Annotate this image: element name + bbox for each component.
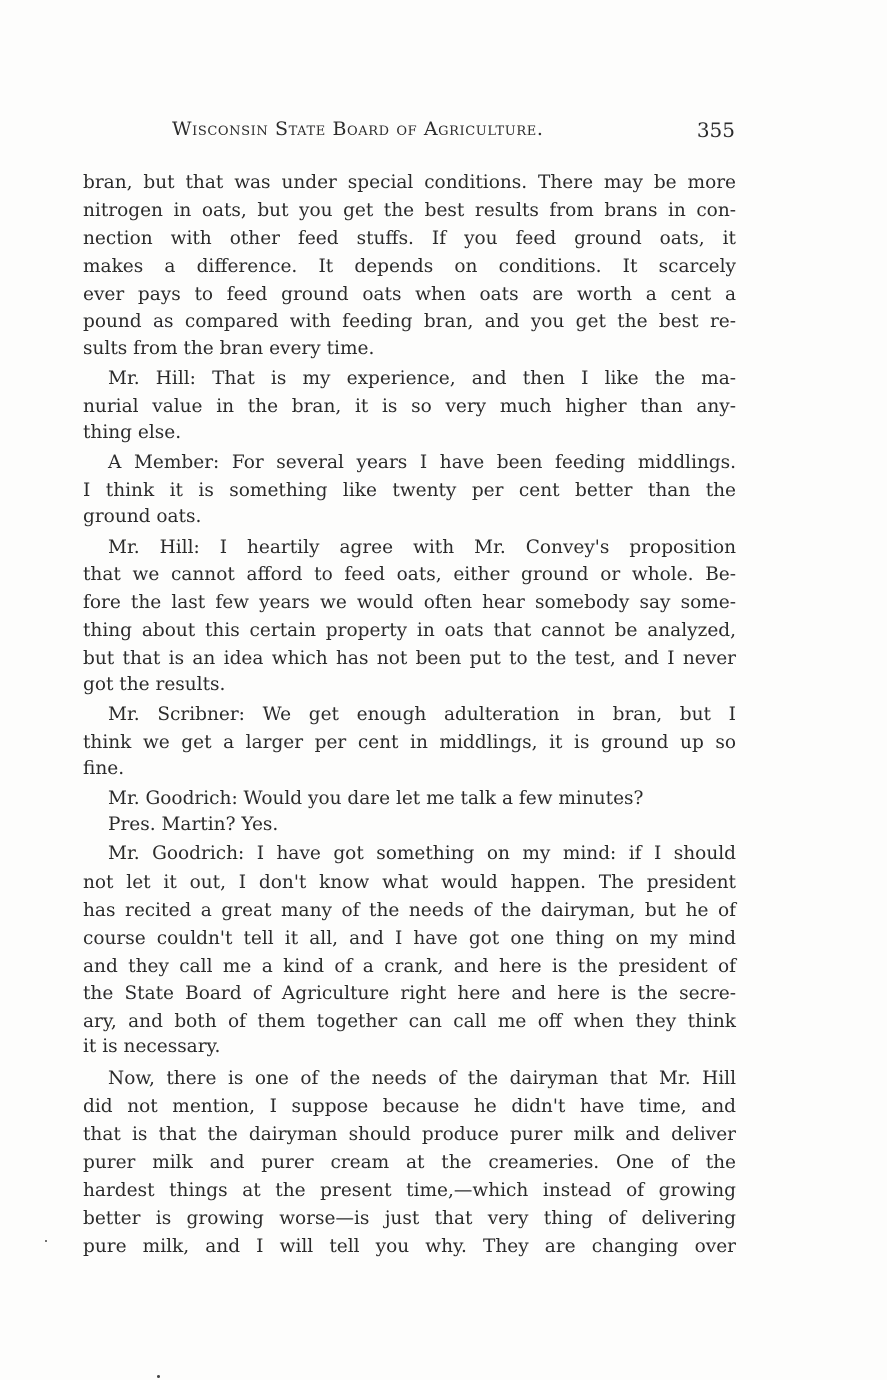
text-line: I think it is something like twenty per cent better than the: [83, 480, 736, 501]
running-title: Wisconsin State Board of Agriculture.: [172, 118, 544, 140]
text-line: Mr. Hill: I heartily agree with Mr. Convey's proposition: [108, 537, 736, 558]
text-line: that is that the dairyman should produce purer milk and deliver: [83, 1124, 736, 1145]
text-line: thing else.: [83, 422, 182, 443]
text-line: better is growing worse—is just that very thing of delivering: [83, 1208, 736, 1229]
text-line: the State Board of Agriculture right here and here is the secre-: [83, 983, 736, 1004]
scan-speck: [45, 1240, 47, 1242]
text-line: Pres. Martin? Yes.: [108, 814, 279, 835]
text-line: course couldn't tell it all, and I have got one thing on my mind: [83, 928, 736, 949]
text-line: pure milk, and I will tell you why. They are changing over: [83, 1236, 736, 1257]
text-line: ever pays to feed ground oats when oats are worth a cent a: [83, 284, 736, 305]
text-line: Mr. Goodrich: I have got something on my mind: if I should: [108, 843, 736, 864]
text-line: purer milk and purer cream at the creameries. One of the: [83, 1152, 736, 1173]
text-line: thing about this certain property in oats that cannot be analyzed,: [83, 620, 736, 641]
text-line: fine.: [83, 758, 125, 779]
text-line: that we cannot afford to feed oats, either ground or whole. Be-: [83, 564, 736, 585]
text-line: nection with other feed stuffs. If you feed ground oats, it: [83, 228, 736, 249]
text-line: has recited a great many of the needs of the dairyman, but he of: [83, 900, 736, 921]
text-line: and they call me a kind of a crank, and here is the president of: [83, 956, 736, 977]
text-line: bran, but that was under special conditions. There may be more: [83, 172, 736, 193]
running-head: [172, 118, 735, 148]
text-line: ary, and both of them together can call me off when they think: [83, 1011, 736, 1032]
text-line: Mr. Goodrich: Would you dare let me talk a few minutes?: [108, 788, 644, 809]
text-line: hardest things at the present time,—which instead of growing: [83, 1180, 736, 1201]
text-line: Now, there is one of the needs of the dairyman that Mr. Hill: [108, 1068, 736, 1089]
text-line: not let it out, I don't know what would happen. The president: [83, 872, 736, 893]
text-line: fore the last few years we would often hear somebody say some-: [83, 592, 736, 613]
text-line: Mr. Scribner: We get enough adulteration in bran, but I: [108, 704, 736, 725]
text-line: got the results.: [83, 674, 226, 695]
text-line: pound as compared with feeding bran, and you get the best re-: [83, 311, 736, 332]
text-line: sults from the bran every time.: [83, 338, 375, 359]
text-line: think we get a larger per cent in middlings, it is ground up so: [83, 732, 736, 753]
text-line: makes a difference. It depends on conditions. It scarcely: [83, 256, 736, 277]
scan-speck: [157, 1375, 160, 1378]
text-line: nurial value in the bran, it is so very much higher than any-: [83, 396, 736, 417]
text-line: but that is an idea which has not been put to the test, and I never: [83, 648, 736, 669]
text-line: Mr. Hill: That is my experience, and then I like the ma-: [108, 368, 736, 389]
text-line: nitrogen in oats, but you get the best results from brans in con-: [83, 200, 736, 221]
text-line: did not mention, I suppose because he didn't have time, and: [83, 1096, 736, 1117]
page-number: 355: [696, 118, 735, 142]
text-line: A Member: For several years I have been feeding middlings.: [108, 452, 736, 473]
text-line: it is necessary.: [83, 1036, 221, 1057]
text-line: ground oats.: [83, 506, 202, 527]
